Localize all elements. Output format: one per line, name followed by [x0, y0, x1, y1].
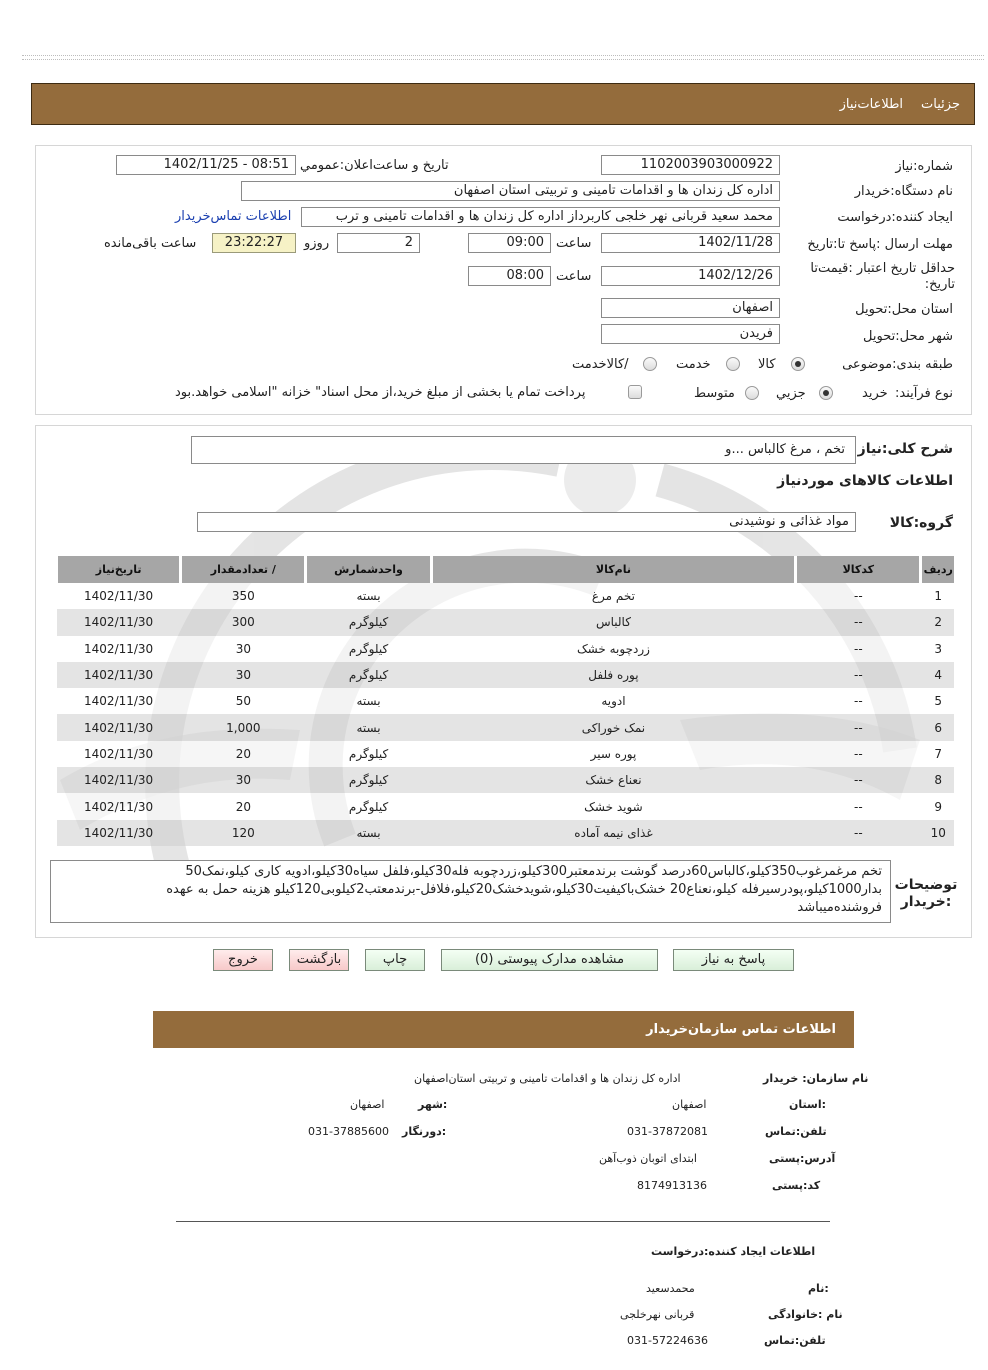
phone-value: 031-37872081: [627, 1125, 708, 1138]
buyer-notes-line-1: تخم مرغمرغوب350کیلو،کالباس60درصد گوشت برندمعتبر300کیلو،زردچوبه فله30کیلو،فلفل سیاه30کیلو،ادویه کاری کیلو،نمک50: [185, 864, 882, 879]
deadline-date-field: 1402/11/28: [601, 233, 780, 253]
validity-date-field: 1402/12/26: [601, 266, 780, 286]
city-field: فریدن: [601, 324, 780, 344]
cell-unit: بسته: [306, 714, 431, 740]
cell-quantity: 350: [181, 583, 306, 609]
table-row: [57, 741, 955, 767]
col-row-header: ردیف: [921, 556, 954, 583]
contact-city-value: اصفهان: [350, 1098, 385, 1111]
cell-row-number: 3: [921, 636, 954, 662]
remaining-label: ساعت باقی‌مانده: [104, 236, 197, 251]
city-label: شهر محل:تحویل: [863, 329, 953, 344]
cell-item-code: --: [796, 662, 921, 688]
items-table: [55, 556, 954, 846]
print-button[interactable]: چاپ: [365, 949, 425, 971]
cell-item-name: زردچوبه خشک: [431, 636, 796, 662]
validity-time-label: ساعت: [556, 269, 592, 284]
creator-phone-label: تلفن:تماس: [764, 1334, 826, 1347]
table-row: [57, 583, 955, 609]
cell-item-name: نعناع خشک: [431, 767, 796, 793]
cell-item-name: نمک خوراکی: [431, 714, 796, 740]
top-divider: [22, 55, 984, 60]
items-table-body: [57, 583, 955, 846]
creator-family-label: نام :خانوادگی: [768, 1308, 843, 1321]
category-goods-label: کالا: [758, 357, 776, 372]
device-label: نام دستگاه:خریدار: [854, 184, 953, 199]
group-label: گروه:کالا: [889, 515, 953, 531]
cell-need-date: 1402/11/30: [57, 741, 181, 767]
deadline-label: مهلت ارسال :پاسخ تا:تاریخ: [807, 237, 953, 252]
cell-unit: بسته: [306, 688, 431, 714]
cell-need-date: 1402/11/30: [57, 793, 181, 819]
table-row: [57, 767, 955, 793]
cell-quantity: 300: [181, 609, 306, 635]
cell-item-code: --: [796, 583, 921, 609]
process-medium-radio[interactable]: [745, 386, 759, 400]
cell-quantity: 20: [181, 793, 306, 819]
cell-item-code: --: [796, 609, 921, 635]
org-value: اداره کل زندان ها و اقدامات تامینی و تربیتی استان‌اصفهان: [414, 1072, 681, 1085]
buyer-contact-header: اطلاعات تماس سازمان‌خریدار: [153, 1011, 854, 1048]
org-label: نام سازمان: خریدار: [763, 1072, 869, 1085]
creator-name-value: محمدسعید: [646, 1282, 695, 1295]
cell-item-code: --: [796, 741, 921, 767]
cell-item-name: تخم مرغ: [431, 583, 796, 609]
table-row: [57, 662, 955, 688]
announce-field: 1402/11/25 - 08:51: [116, 155, 296, 175]
buyer-notes-label: توضیحات :خریدار: [894, 877, 958, 910]
creator-phone-value: 031-57224636: [627, 1334, 708, 1347]
cell-need-date: 1402/11/30: [57, 609, 181, 635]
process-medium-label: متوسط: [694, 386, 735, 401]
cell-row-number: 5: [921, 688, 954, 714]
process-partial-radio[interactable]: [819, 386, 833, 400]
treasury-payment-label: پرداخت تمام یا بخشی از مبلغ خرید،از محل اسناد" خزانه "اسلامی خواهد.بود: [175, 385, 586, 400]
cell-item-code: --: [796, 820, 921, 846]
creator-name-label: :نام: [808, 1282, 829, 1295]
table-row: [57, 820, 955, 846]
cell-unit: بسته: [306, 820, 431, 846]
address-label: آدرس:پستی: [769, 1152, 836, 1165]
device-field: اداره کل زندان ها و اقدامات تامینی و تربیتی استان اصفهان: [241, 181, 780, 201]
cell-quantity: 20: [181, 741, 306, 767]
back-button[interactable]: بازگشت: [289, 949, 349, 971]
table-row: [57, 793, 955, 819]
province-field: اصفهان: [601, 298, 780, 318]
cell-item-name: پوره فلفل: [431, 662, 796, 688]
cell-need-date: 1402/11/30: [57, 662, 181, 688]
cell-quantity: 30: [181, 767, 306, 793]
cell-item-code: --: [796, 636, 921, 662]
remaining-time-field: 23:22:27: [212, 233, 296, 253]
cell-quantity: 1,000: [181, 714, 306, 740]
cell-quantity: 30: [181, 662, 306, 688]
col-name-header: نام‌کالا: [431, 556, 796, 583]
cell-row-number: 8: [921, 767, 954, 793]
address-value: ابتدای اتوبان ذوب‌آهن: [599, 1152, 697, 1165]
table-header-row: [57, 556, 955, 583]
table-row: [57, 688, 955, 714]
general-desc-label: شرح کلی:نیاز: [857, 441, 953, 457]
cell-unit: کیلوگرم: [306, 636, 431, 662]
group-field: مواد غذائی و نوشیدنی: [197, 512, 856, 532]
cell-row-number: 4: [921, 662, 954, 688]
cell-item-name: کالباس: [431, 609, 796, 635]
cell-unit: کیلوگرم: [306, 741, 431, 767]
cell-need-date: 1402/11/30: [57, 583, 181, 609]
cell-row-number: 6: [921, 714, 954, 740]
col-unit-header: واحد‌شمارش: [306, 556, 431, 583]
category-goods-radio[interactable]: [791, 357, 805, 371]
tab-need-info[interactable]: اطلاعات‌نیاز: [839, 96, 904, 112]
phone-label: تلفن:تماس: [765, 1125, 827, 1138]
cell-row-number: 1: [921, 583, 954, 609]
deadline-time-label: ساعت: [556, 236, 592, 251]
creator-info-title: اطلاعات ایجاد کننده:درخواست: [651, 1245, 816, 1258]
col-qty-header: / تعداد‌مقدار: [181, 556, 306, 583]
view-attachments-button[interactable]: مشاهده مدارک پیوستی (0): [441, 949, 658, 971]
validity-label: حداقل تاریخ اعتبار :قیمت‌تا تاریخ:: [810, 261, 955, 292]
province-label: استان محل:تحویل: [855, 302, 953, 317]
cell-quantity: 30: [181, 636, 306, 662]
cell-row-number: 9: [921, 793, 954, 819]
fax-value: 031-37885600: [308, 1125, 389, 1138]
cell-item-name: پوره سیر: [431, 741, 796, 767]
cell-unit: کیلوگرم: [306, 609, 431, 635]
table-row: [57, 714, 955, 740]
buyer-notes-line-3: فروشنده‌میباشد: [797, 900, 882, 915]
cell-need-date: 1402/11/30: [57, 636, 181, 662]
cell-row-number: 7: [921, 741, 954, 767]
cell-row-number: 2: [921, 609, 954, 635]
cell-quantity: 120: [181, 820, 306, 846]
cell-item-name: غذای نیمه آماده: [431, 820, 796, 846]
creator-family-value: قربانی نهرخلجی: [620, 1308, 695, 1321]
postal-label: کد:پستی: [772, 1179, 821, 1192]
cell-need-date: 1402/11/30: [57, 714, 181, 740]
category-goods-service-radio[interactable]: [643, 357, 657, 371]
fax-label: :دورنگار: [402, 1125, 447, 1138]
need-number-label: شماره:نیاز: [895, 159, 953, 174]
cell-unit: کیلوگرم: [306, 793, 431, 819]
tab-details[interactable]: جزئیات: [921, 96, 960, 112]
creator-field: محمد سعید قربانی نهر خلجی کاربرداز اداره کل زندان ها و اقدامات تامینی و ترب: [301, 207, 780, 227]
deadline-time-field: 09:00: [468, 233, 551, 253]
cell-item-code: --: [796, 767, 921, 793]
validity-time-field: 08:00: [468, 266, 551, 286]
page-header: [31, 83, 975, 125]
table-row: [57, 609, 955, 635]
cell-unit: کیلوگرم: [306, 767, 431, 793]
need-number-field: 1102003903000922: [601, 155, 780, 175]
treasury-payment-checkbox[interactable]: [628, 385, 642, 399]
exit-button[interactable]: خروج: [213, 949, 273, 971]
cell-quantity: 50: [181, 688, 306, 714]
col-code-header: کدکالا: [796, 556, 921, 583]
cell-need-date: 1402/11/30: [57, 688, 181, 714]
process-partial-label: جزیي: [776, 386, 806, 401]
days-label: روزو: [304, 236, 330, 251]
process-buy-label: خرید: [862, 386, 888, 401]
cell-unit: کیلوگرم: [306, 662, 431, 688]
reply-button[interactable]: پاسخ به نیاز: [673, 949, 794, 971]
items-section-title: اطلاعات کالاهای مورد‌نیاز: [777, 473, 953, 489]
buyer-contact-link[interactable]: اطلاعات تماس‌خریدار: [175, 209, 292, 224]
cell-item-name: شوید خشک: [431, 793, 796, 819]
cell-row-number: 10: [921, 820, 954, 846]
contact-divider: [176, 1221, 830, 1222]
cell-item-code: --: [796, 793, 921, 819]
general-desc-field: تخم ، مرغ کالباس ...و: [191, 436, 856, 464]
buyer-notes-box: [50, 860, 891, 923]
contact-province-value: اصفهان: [672, 1098, 707, 1111]
cell-need-date: 1402/11/30: [57, 820, 181, 846]
cell-unit: بسته: [306, 583, 431, 609]
category-label: طبقه بندی:موضوعی: [842, 357, 953, 372]
creator-label: ایجاد کننده:درخواست: [837, 210, 953, 225]
days-field: 2: [337, 233, 420, 253]
category-service-radio[interactable]: [726, 357, 740, 371]
cell-item-code: --: [796, 714, 921, 740]
table-row: [57, 636, 955, 662]
col-date-header: تاریخ‌نیاز: [57, 556, 181, 583]
contact-city-label: :شهر: [418, 1098, 448, 1111]
contact-province-label: :استان: [789, 1098, 826, 1111]
process-label: نوع فرآیند:: [895, 386, 953, 401]
buyer-notes-line-2: بدار1000کیلو،پودرسیرفله کیلو،نعناع20 خشک‌باکیفیت30کیلو،شویدخشک20کیلو،فلافل-برندمعتب2کیلوبی120کیلو هزینه حمل به عهده: [166, 882, 882, 897]
cell-item-name: ادویه: [431, 688, 796, 714]
postal-value: 8174913136: [637, 1179, 707, 1192]
cell-need-date: 1402/11/30: [57, 767, 181, 793]
announce-label: تاریخ و ساعت‌اعلان:عمومي: [300, 158, 449, 173]
cell-item-code: --: [796, 688, 921, 714]
category-service-label: خدمت: [676, 357, 711, 372]
category-goods-service-label: /کالاخدمت: [572, 357, 629, 372]
